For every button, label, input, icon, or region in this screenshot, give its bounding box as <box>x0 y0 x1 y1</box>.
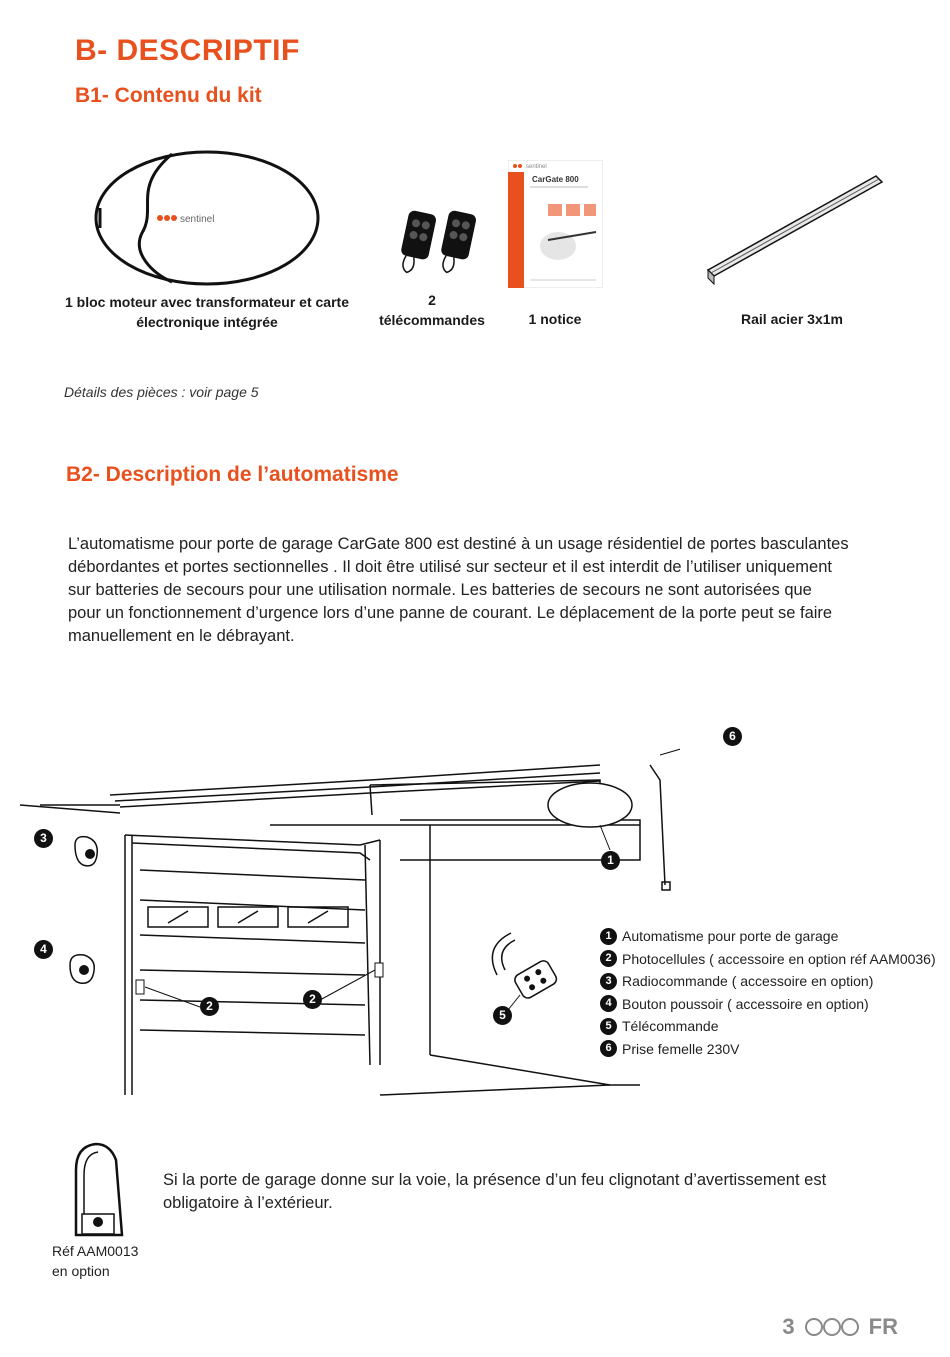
language-code: FR <box>868 1314 898 1339</box>
kit-caption-motor: 1 bloc moteur avec transformateur et carte électronique intégrée <box>65 294 349 330</box>
callout-6: 6 <box>723 727 742 746</box>
legend-item: 1 Automatisme pour porte de garage <box>600 925 950 948</box>
manual-booklet-icon <box>508 160 603 288</box>
manual-title: CarGate 800 <box>532 175 579 184</box>
callout-1: 1 <box>601 851 620 870</box>
b2-paragraph: L’automatisme pour porte de garage CarGate 800 est destiné à un usage résidentiel de portes basculantes débordantes et portes sectionnelles . Il doit être utilisé sur secteur et il est interdit de l’utiliser uniquement sur batteries de secours pour une utilisation normale. Les batteries de secours ne sont autorisées que pour un fonctionnement d’urgence lors d’une panne de courant. Le déplacement de la porte peut se faire manuellement en le débrayant. <box>68 535 849 645</box>
page-number: 3 <box>782 1314 795 1339</box>
legend-item: 6 Prise femelle 230V <box>600 1038 950 1061</box>
warning-ref: Réf AAM0013 en option <box>52 1243 139 1279</box>
diagram-legend <box>600 925 950 1060</box>
legend-item: 2 Photocellules ( accessoire en option réf AAM0036) <box>600 948 950 971</box>
motor-block-icon <box>92 148 322 288</box>
details-note: Détails des pièces : voir page 5 <box>64 384 259 400</box>
remote-controls-icon <box>398 208 482 278</box>
page-footer <box>782 1314 898 1340</box>
callout-4: 4 <box>34 940 53 959</box>
manual-brand: sentinel <box>526 164 547 170</box>
legend-item: 3 Radiocommande ( accessoire en option) <box>600 970 950 993</box>
sentinel-logo-icon <box>803 1316 861 1338</box>
steel-rail-icon <box>700 160 886 288</box>
b2-title: B2- Description de l’automatisme <box>66 463 399 486</box>
callout-2a: 2 <box>200 997 219 1016</box>
legend-item: 5 Télécommande <box>600 1015 950 1038</box>
legend-item: 4 Bouton poussoir ( accessoire en option) <box>600 993 950 1016</box>
callout-3: 3 <box>34 829 53 848</box>
kit-caption-manual: 1 notice <box>528 311 582 327</box>
callout-2b: 2 <box>303 990 322 1009</box>
flashing-light-icon <box>70 1140 126 1240</box>
section-title: B- DESCRIPTIF <box>75 34 300 67</box>
kit-caption-rail: Rail acier 3x1m <box>741 311 843 327</box>
motor-brand: sentinel <box>180 214 215 225</box>
kit-caption-remotes: 2 télécommandes <box>379 292 485 328</box>
warning-text: Si la porte de garage donne sur la voie, la présence d’un feu clignotant d’avertissement est obligatoire à l’extérieur. <box>163 1171 827 1212</box>
b1-title: B1- Contenu du kit <box>75 84 262 107</box>
garage-diagram <box>0 725 680 1100</box>
callout-5: 5 <box>493 1006 512 1025</box>
